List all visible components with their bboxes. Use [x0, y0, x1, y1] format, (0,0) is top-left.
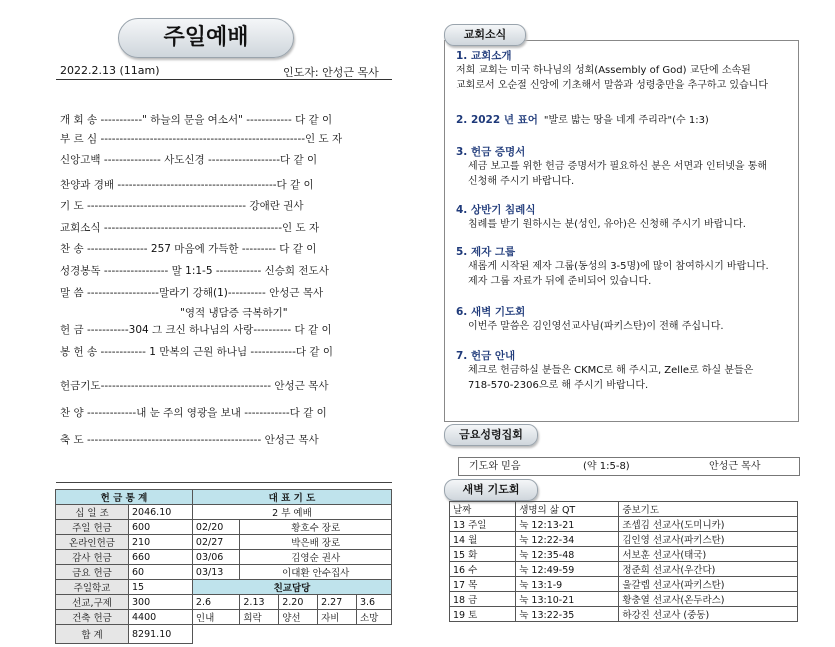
dawn-schedule-table	[449, 501, 798, 622]
table-cell: 황충열 선교사(온두라스)	[619, 592, 798, 607]
order-item: 개 회 송 -----------" 하늘의 문을 여소서" ------------ 다 같 이	[60, 114, 333, 126]
column-header: 날짜	[450, 502, 516, 517]
dawn-tab: 새벽 기도회	[444, 479, 538, 501]
news-item-body: 저희 교회는 미국 하나님의 성회(Assembly of God) 교단에 소속된	[456, 65, 751, 76]
table-row: 십 일 조 2046.10 2 부 예배	[56, 505, 392, 520]
order-item: 헌금기도--------------------------------------------- 안성근 목사	[60, 380, 329, 392]
table-cell: 눅 13:1-9	[516, 577, 619, 592]
friday-speaker: 안성근 목사	[709, 461, 761, 472]
table-cell: 17 목	[450, 577, 516, 592]
order-item: 기 도 ------------------------------------------ 강애란 권사	[60, 200, 304, 212]
news-item-body: 새롭게 시작된 제자 그룹(동성의 3-5명)에 많이 참여하시기 바랍니다.	[468, 261, 769, 272]
table-row: 온라인헌금 210 02/27 박은배 장로	[56, 535, 392, 550]
prayer-header: 대 표 기 도	[192, 490, 391, 505]
news-item-body: 이번주 말씀은 김인영선교사님(파키스탄)이 전해 주십니다.	[468, 321, 724, 332]
service-title-banner: 주일예배	[118, 18, 294, 58]
sermon-subtitle: "영적 냉담증 극복하기"	[180, 307, 288, 319]
section-divider	[56, 482, 392, 483]
friday-tab: 금요성령집회	[444, 424, 538, 446]
table-row: 주일 헌금 600 02/20 황호수 장로	[56, 520, 392, 535]
order-item: 찬 양 -------------내 눈 주의 영광을 보내 ------------다 같 이	[60, 407, 327, 419]
table-cell: 13 주일	[450, 517, 516, 532]
order-item: 신앙고백 --------------- 사도신경 -------------------다 같 이	[60, 154, 318, 166]
title-divider	[56, 79, 392, 80]
news-tab: 교회소식	[444, 24, 526, 46]
column-header: 중보기도	[619, 502, 798, 517]
news-item-body: 제자 그룹 자료가 뒤에 준비되어 있습니다.	[468, 276, 652, 287]
table-cell: 18 금	[450, 592, 516, 607]
news-item-body: 신청해 주시기 바랍니다.	[468, 176, 575, 187]
order-item: 부 르 심 ------------------------------------------------------인 도 자	[60, 133, 343, 145]
news-item	[456, 198, 746, 232]
table-cell: 눅 13:10-21	[516, 592, 619, 607]
order-item: 찬양과 경배 ------------------------------------------다 같 이	[60, 179, 314, 191]
news-item-body: 세금 보고를 위한 헌금 증명서가 필요하신 분은 서면과 인터넷을 통해	[468, 161, 768, 172]
table-cell: 김인영 선교사(파키스탄)	[619, 532, 798, 547]
news-item-body: 교회로서 오순절 신앙에 기초해서 말씀과 성령충만을 추구하고 있습니다	[456, 80, 769, 91]
table-cell: 눅 12:13-21	[516, 517, 619, 532]
news-item	[456, 240, 769, 289]
table-cell: 울갈렙 선교사(파키스탄)	[619, 577, 798, 592]
table-cell: 14 월	[450, 532, 516, 547]
table-row: 금요 헌금 60 03/13 이대환 안수집사	[56, 565, 392, 580]
news-item-body: 718-570-2306으로 해 주시기 바랍니다.	[468, 380, 649, 391]
news-item	[456, 344, 753, 393]
table-cell: 조셉김 선교사(도미니카)	[619, 517, 798, 532]
table-row	[450, 562, 798, 577]
table-cell: 눅 12:49-59	[516, 562, 619, 577]
news-item	[456, 108, 709, 127]
table-cell: 15 화	[450, 547, 516, 562]
table-cell: 눅 12:35-48	[516, 547, 619, 562]
friday-verse: (약 1:5-8)	[583, 461, 630, 472]
order-item: 교회소식 -----------------------------------------------인 도 자	[60, 222, 320, 234]
table-cell: 눅 12:22-34	[516, 532, 619, 547]
table-cell: 눅 13:22-35	[516, 607, 619, 622]
order-item: 찬 송 ---------------- 257 마음에 가득한 --------- 다 같 이	[60, 243, 317, 255]
news-item-title: 1. 교회소개	[456, 50, 512, 62]
news-item-body: 침례를 받기 원하시는 분(성인, 유아)은 신청해 주시기 바랍니다.	[468, 219, 746, 230]
table-row: 합 계 8291.10	[56, 625, 392, 644]
table-cell: 하강진 선교사 (중동)	[619, 607, 798, 622]
table-row: 감사 헌금 660 03/06 김영순 권사	[56, 550, 392, 565]
news-item-body: 체크로 헌금하실 분들은 CKMC로 해 주시고, Zelle로 하실 분들은	[468, 365, 754, 376]
order-item: 축 도 ---------------------------------------------- 안성근 목사	[60, 434, 319, 446]
table-cell: 19 토	[450, 607, 516, 622]
service-leader: 인도자: 안성근 목사	[283, 66, 379, 79]
offering-table	[55, 489, 392, 644]
service-date: 2022.2.13 (11am)	[60, 64, 160, 77]
table-row	[450, 577, 798, 592]
order-item: 말 씀 -------------------말라기 강해(1)---------- 안성근 목사	[60, 287, 324, 299]
news-item-title: 4. 상반기 침례식	[456, 204, 536, 216]
news-item	[456, 140, 767, 189]
order-item: 봉 헌 송 ------------ 1 만복의 근원 하나님 ------------다 같 이	[60, 346, 333, 358]
table-row	[450, 592, 798, 607]
news-item-title: 7. 헌금 안내	[456, 350, 516, 362]
table-row: 주일학교 15 친교담당	[56, 580, 392, 595]
news-item	[456, 300, 724, 334]
table-row	[450, 607, 798, 622]
news-item-title: 2. 2022 년 표어	[456, 114, 538, 126]
news-item	[456, 44, 768, 93]
table-row	[450, 547, 798, 562]
order-item: 헌 금 -----------304 그 크신 하나님의 사랑---------- 다 같 이	[60, 324, 332, 336]
column-header: 생명의 삶 QT	[516, 502, 619, 517]
offering-header: 헌 금 통 계	[56, 490, 193, 505]
table-row	[450, 532, 798, 547]
order-item: 성경봉독 ----------------- 말 1:1-5 ------------ 신승희 전도사	[60, 265, 329, 277]
table-cell: 서보훈 선교사(태국)	[619, 547, 798, 562]
table-row: 건축 헌금 4400 인내 희락 양선 자비 소망	[56, 610, 392, 625]
news-item-title: 3. 헌금 증명서	[456, 146, 526, 158]
table-cell: 정준희 선교사(우간다)	[619, 562, 798, 577]
news-item-title: 6. 새벽 기도회	[456, 306, 526, 318]
table-row	[450, 517, 798, 532]
news-item-title: 5. 제자 그룹	[456, 246, 516, 258]
table-cell: 16 수	[450, 562, 516, 577]
motto-text: "발로 밟는 땅을 네게 주리라"(수 1:3)	[543, 115, 709, 126]
table-row: 선교,구제 300 2.6 2.13 2.20 2.27 3.6	[56, 595, 392, 610]
friday-topic: 기도와 믿음	[469, 461, 521, 472]
friday-row	[458, 457, 800, 476]
